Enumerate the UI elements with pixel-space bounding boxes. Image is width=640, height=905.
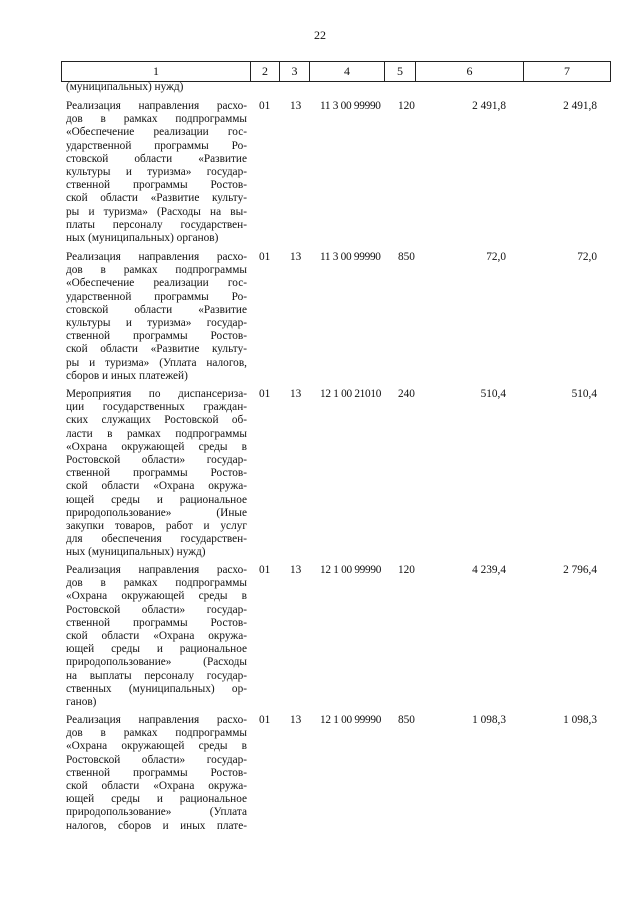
cell-podrazdel: 13 bbox=[290, 564, 302, 576]
row-description bbox=[66, 388, 247, 560]
cell-expense-type: 240 bbox=[398, 388, 415, 400]
text-line: сборов и иных платежей) bbox=[66, 369, 188, 382]
cell-razdel: 01 bbox=[259, 251, 271, 263]
text-line: ющей среды и рациональное bbox=[66, 493, 247, 506]
text-line: ющей среды и рациональное bbox=[66, 793, 247, 806]
text-line: ской области «Развитие культу- bbox=[66, 343, 247, 356]
text-line: стовской области «Развитие bbox=[66, 152, 247, 165]
cell-podrazdel: 13 bbox=[290, 714, 302, 726]
header-cell-4: 4 bbox=[310, 62, 385, 82]
text-line: ударственной программы Ро- bbox=[66, 139, 247, 152]
text-line: культуры и туризма» государ- bbox=[66, 317, 247, 330]
cell-amount-6: 2 491,8 bbox=[472, 100, 506, 112]
cell-target-code: 12 1 00 99990 bbox=[320, 564, 382, 576]
text-line: Реализация направления расхо- bbox=[66, 714, 247, 726]
text-line: ударственной программы Ро- bbox=[66, 290, 247, 303]
text-line: ских служащих Ростовской об- bbox=[66, 414, 247, 427]
text-line: дов в рамках подпрограммы bbox=[66, 727, 247, 740]
cell-target-code: 11 3 00 99990 bbox=[320, 100, 381, 112]
text-line: «Охрана окружающей среды в bbox=[66, 740, 247, 753]
cell-amount-7: 72,0 bbox=[577, 251, 597, 263]
text-line: ской области «Охрана окружа- bbox=[66, 780, 247, 793]
text-line: Ростовской области» государ- bbox=[66, 454, 247, 467]
header-cell-5: 5 bbox=[385, 62, 416, 82]
cell-expense-type: 120 bbox=[398, 100, 415, 112]
cell-expense-type: 850 bbox=[398, 714, 415, 726]
text-line: Ростовской области» государ- bbox=[66, 753, 247, 766]
text-line: «Обеспечение реализации гос- bbox=[66, 277, 247, 290]
text-line: налогов, сборов и иных плате- bbox=[66, 819, 247, 832]
cell-razdel: 01 bbox=[259, 100, 271, 112]
text-line: «Обеспечение реализации гос- bbox=[66, 126, 247, 139]
text-line: ственной программы Ростов- bbox=[66, 467, 247, 480]
text-line: ции государственных граждан- bbox=[66, 401, 247, 414]
cell-amount-6: 1 098,3 bbox=[472, 714, 506, 726]
cell-expense-type: 120 bbox=[398, 564, 415, 576]
header-cell-3: 3 bbox=[280, 62, 310, 82]
cell-amount-6: 4 239,4 bbox=[472, 564, 506, 576]
text-line: дов в рамках подпрограммы bbox=[66, 264, 247, 277]
cell-podrazdel: 13 bbox=[290, 100, 302, 112]
text-line: ющей среды и рациональное bbox=[66, 643, 247, 656]
text-line: дов в рамках подпрограммы bbox=[66, 113, 247, 126]
text-line: Реализация направления расхо- bbox=[66, 564, 247, 576]
text-line: природопользование» (Иные bbox=[66, 506, 247, 519]
header-cell-7: 7 bbox=[524, 62, 611, 82]
text-line: природопользование» (Расходы bbox=[66, 656, 247, 669]
text-line: ных (муниципальных) органов) bbox=[66, 232, 219, 245]
cell-expense-type: 850 bbox=[398, 251, 415, 263]
text-line: дов в рамках подпрограммы bbox=[66, 577, 247, 590]
row-description bbox=[66, 251, 247, 383]
cell-amount-7: 2 796,4 bbox=[563, 564, 597, 576]
row-description bbox=[66, 100, 247, 245]
text-line: закупки товаров, работ и услуг bbox=[66, 520, 247, 533]
text-line: ственной программы Ростов- bbox=[66, 330, 247, 343]
text-line: ственных (муниципальных) ор- bbox=[66, 682, 247, 695]
cell-target-code: 12 1 00 99990 bbox=[320, 714, 382, 726]
text-line: для обеспечения государствен- bbox=[66, 533, 247, 546]
cell-podrazdel: 13 bbox=[290, 388, 302, 400]
text-line: ственной программы Ростов- bbox=[66, 616, 247, 629]
header-cell-1: 1 bbox=[62, 62, 251, 82]
text-line: ры и туризма» (Расходы на вы- bbox=[66, 205, 247, 218]
text-line: культуры и туризма» государ- bbox=[66, 166, 247, 179]
cell-amount-7: 510,4 bbox=[571, 388, 597, 400]
header-cell-2: 2 bbox=[251, 62, 280, 82]
text-line: ственной программы Ростов- bbox=[66, 179, 247, 192]
text-line: на выплаты персоналу государ- bbox=[66, 669, 247, 682]
text-line: ласти в рамках подпрограммы bbox=[66, 427, 247, 440]
text-line: платы персоналу государствен- bbox=[66, 218, 247, 231]
text-line: Реализация направления расхо- bbox=[66, 251, 247, 263]
cell-razdel: 01 bbox=[259, 564, 271, 576]
text-line: ных (муниципальных) нужд) bbox=[66, 546, 206, 559]
cell-target-code: 11 3 00 99990 bbox=[320, 251, 381, 263]
text-line: стовской области «Развитие bbox=[66, 303, 247, 316]
row-description bbox=[66, 714, 247, 833]
header-cell-6: 6 bbox=[416, 62, 524, 82]
text-line: ской области «Охрана окружа- bbox=[66, 630, 247, 643]
table-header bbox=[61, 61, 611, 82]
cell-podrazdel: 13 bbox=[290, 251, 302, 263]
cell-razdel: 01 bbox=[259, 714, 271, 726]
text-line: «Охрана окружающей среды в bbox=[66, 440, 247, 453]
cell-razdel: 01 bbox=[259, 388, 271, 400]
cell-amount-6: 510,4 bbox=[480, 388, 506, 400]
text-line: ской области «Охрана окружа- bbox=[66, 480, 247, 493]
text-line: ской области «Развитие культу- bbox=[66, 192, 247, 205]
text-line: Ростовской области» государ- bbox=[66, 603, 247, 616]
cell-amount-7: 2 491,8 bbox=[563, 100, 597, 112]
row-description bbox=[66, 564, 247, 709]
text-line: природопользование» (Уплата bbox=[66, 806, 247, 819]
cell-amount-7: 1 098,3 bbox=[563, 714, 597, 726]
text-line: Мероприятия по диспансериза- bbox=[66, 388, 247, 400]
text-line: Реализация направления расхо- bbox=[66, 100, 247, 112]
cell-amount-6: 72,0 bbox=[486, 251, 506, 263]
text-line: ственной программы Ростов- bbox=[66, 766, 247, 779]
text-line: «Охрана окружающей среды в bbox=[66, 590, 247, 603]
continuation-text: (муниципальных) нужд) bbox=[66, 81, 184, 93]
page-number: 22 bbox=[314, 28, 326, 42]
text-line: ганов) bbox=[66, 696, 97, 709]
text-line: ры и туризма» (Уплата налогов, bbox=[66, 356, 247, 369]
cell-target-code: 12 1 00 21010 bbox=[320, 388, 382, 400]
